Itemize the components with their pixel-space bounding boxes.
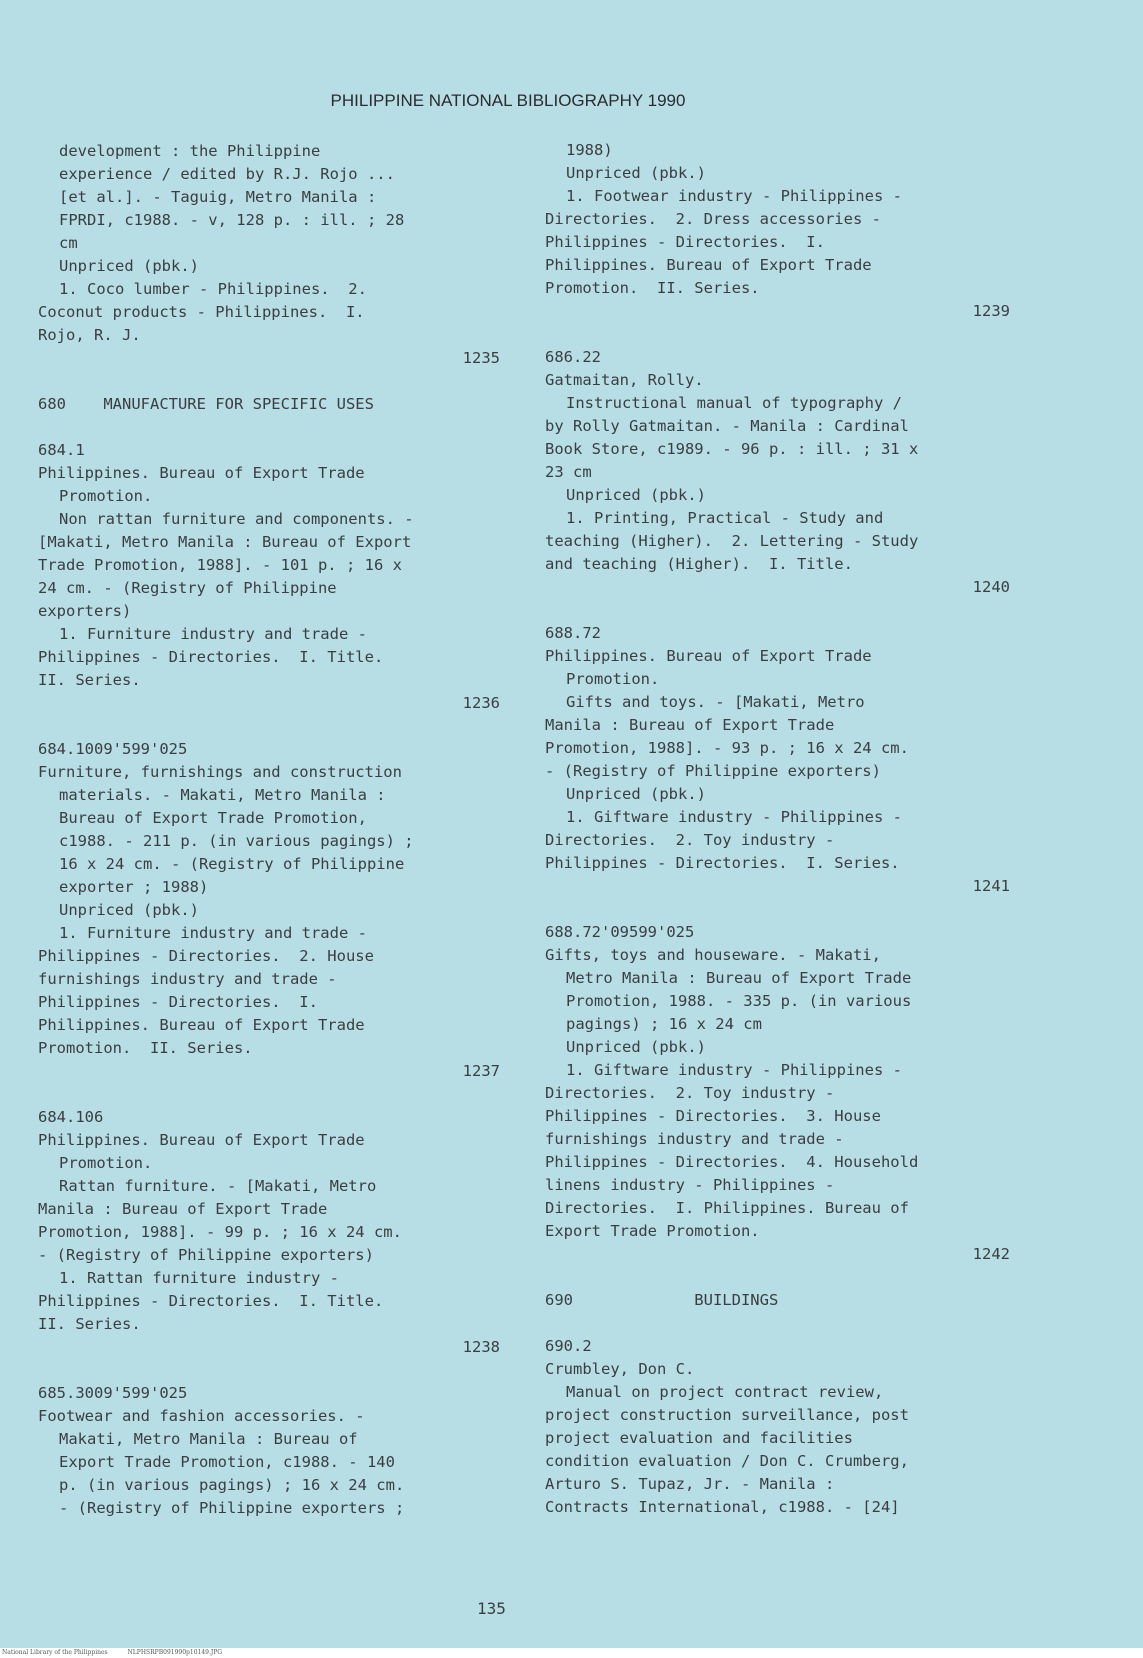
text-line: Manila : Bureau of Export Trade: [38, 1200, 328, 1218]
text-line: Furniture, furnishings and construction: [38, 763, 402, 781]
text-line: Gifts, toys and houseware. - Makati,: [545, 946, 881, 964]
text-line: Philippines - Directories. I. Series.: [545, 854, 900, 872]
text-line: Promotion.: [59, 487, 153, 505]
text-line: Philippines. Bureau of Export Trade: [545, 256, 872, 274]
text-line: 1. Coco lumber - Philippines. 2.: [59, 280, 367, 298]
text-line: Directories. 2. Toy industry -: [545, 1084, 835, 1102]
text-line: 684.1: [38, 441, 85, 459]
text-line: [Makati, Metro Manila : Bureau of Export: [38, 533, 412, 551]
text-line: Arturo S. Tupaz, Jr. - Manila :: [545, 1475, 835, 1493]
text-line: - (Registry of Philippine exporters): [545, 762, 881, 780]
text-line: - (Registry of Philippine exporters): [38, 1246, 374, 1264]
text-line: Promotion, 1988. - 335 p. (in various: [566, 992, 912, 1010]
text-line: project construction surveillance, post: [545, 1406, 909, 1424]
text-line: - (Registry of Philippine exporters ;: [59, 1499, 405, 1517]
text-line: Unpriced (pbk.): [59, 901, 199, 919]
spacer: [545, 599, 1015, 622]
text-line: 16 x 24 cm. - (Registry of Philippine: [59, 855, 405, 873]
text-line: Export Trade Promotion, c1988. - 140: [59, 1453, 395, 1471]
text-line: 685.3009'599'025: [38, 1384, 188, 1402]
entry-number: 1236: [462, 694, 500, 712]
text-line: Philippines - Directories. I. Title.: [38, 648, 384, 666]
text-line: 1. Giftware industry - Philippines -: [566, 808, 902, 826]
text-line: Manual on project contract review,: [566, 1383, 884, 1401]
text-line: p. (in various pagings) ; 16 x 24 cm.: [59, 1476, 405, 1494]
text-line: Philippines. Bureau of Export Trade: [38, 1016, 365, 1034]
footer: [0, 1648, 1143, 1658]
right-column: [545, 139, 1015, 1519]
text-line: Directories. I. Philippines. Bureau of: [545, 1199, 909, 1217]
text-line: Promotion, 1988]. - 99 p. ; 16 x 24 cm.: [38, 1223, 402, 1241]
text-line: Philippines - Directories. 2. House: [38, 947, 374, 965]
text-line: Bureau of Export Trade Promotion,: [59, 809, 367, 827]
text-line: Philippines. Bureau of Export Trade: [38, 1131, 365, 1149]
text-line: pagings) ; 16 x 24 cm: [566, 1015, 762, 1033]
text-line: exporters): [38, 602, 132, 620]
text-line: Directories. 2. Toy industry -: [545, 831, 835, 849]
spacer: [545, 1312, 1015, 1335]
text-line: furnishings industry and trade -: [545, 1130, 844, 1148]
text-line: 23 cm: [545, 463, 592, 481]
text-line: project evaluation and facilities: [545, 1429, 853, 1447]
text-line: 1. Furniture industry and trade -: [59, 924, 367, 942]
text-line: Gatmaitan, Rolly.: [545, 371, 704, 389]
text-line: Contracts International, c1988. - [24]: [545, 1498, 900, 1516]
entry-number: 1241: [972, 877, 1010, 895]
text-line: Directories. 2. Dress accessories -: [545, 210, 881, 228]
spacer: [545, 323, 1015, 346]
text-line: Gifts and toys. - [Makati, Metro: [566, 693, 865, 711]
left-column: [38, 140, 508, 1520]
spacer: [38, 1359, 508, 1382]
text-line: Philippines - Directories. 3. House: [545, 1107, 881, 1125]
text-line: Unpriced (pbk.): [566, 785, 706, 803]
text-line: linens industry - Philippines -: [545, 1176, 835, 1194]
text-line: 680 MANUFACTURE FOR SPECIFIC USES: [38, 395, 374, 413]
spacer: [38, 1083, 508, 1106]
text-line: Promotion.: [566, 670, 660, 688]
text-line: [et al.]. - Taguig, Metro Manila :: [59, 188, 377, 206]
text-line: 688.72: [545, 624, 601, 642]
text-line: 684.106: [38, 1108, 104, 1126]
text-line: 1. Furniture industry and trade -: [59, 625, 367, 643]
text-line: cm: [59, 234, 78, 252]
text-line: 1. Printing, Practical - Study and: [566, 509, 884, 527]
text-line: condition evaluation / Don C. Crumberg,: [545, 1452, 909, 1470]
text-line: Promotion. II. Series.: [38, 1039, 253, 1057]
text-line: Unpriced (pbk.): [566, 164, 706, 182]
text-line: Unpriced (pbk.): [566, 1038, 706, 1056]
text-line: Rojo, R. J.: [38, 326, 141, 344]
text-line: FPRDI, c1988. - v, 128 p. : ill. ; 28: [59, 211, 405, 229]
text-line: materials. - Makati, Metro Manila :: [59, 786, 386, 804]
text-line: Rattan furniture. - [Makati, Metro: [59, 1177, 377, 1195]
text-line: 684.1009'599'025: [38, 740, 188, 758]
text-line: c1988. - 211 p. (in various pagings) ;: [59, 832, 414, 850]
footer-file-id: NLPHSRPB091990p10149.JPG: [127, 1649, 223, 1656]
text-line: by Rolly Gatmaitan. - Manila : Cardinal: [545, 417, 909, 435]
spacer: [545, 1266, 1015, 1289]
text-line: and teaching (Higher). I. Title.: [545, 555, 853, 573]
text-line: Non rattan furniture and components. -: [59, 510, 414, 528]
text-line: II. Series.: [38, 671, 141, 689]
text-line: 690.2: [545, 1337, 592, 1355]
text-line: 1. Rattan furniture industry -: [59, 1269, 339, 1287]
text-line: Trade Promotion, 1988]. - 101 p. ; 16 x: [38, 556, 402, 574]
text-line: Coconut products - Philippines. I.: [38, 303, 365, 321]
spacer: [38, 370, 508, 393]
text-line: Promotion, 1988]. - 93 p. ; 16 x 24 cm.: [545, 739, 909, 757]
entry-number: 1239: [972, 302, 1010, 320]
text-line: Philippines - Directories. I.: [545, 233, 825, 251]
text-line: Philippines - Directories. I. Title.: [38, 1292, 384, 1310]
text-line: 24 cm. - (Registry of Philippine: [38, 579, 337, 597]
text-line: II. Series.: [38, 1315, 141, 1333]
entry-number: 1242: [972, 1245, 1010, 1263]
entry-number: 1240: [972, 578, 1010, 596]
text-line: Book Store, c1989. - 96 p. : ill. ; 31 x: [545, 440, 919, 458]
text-line: Manila : Bureau of Export Trade: [545, 716, 835, 734]
text-line: Crumbley, Don C.: [545, 1360, 695, 1378]
text-line: Philippines - Directories. 4. Household: [545, 1153, 919, 1171]
text-line: teaching (Higher). 2. Lettering - Study: [545, 532, 919, 550]
text-line: 1. Giftware industry - Philippines -: [566, 1061, 902, 1079]
entry-number: 1237: [462, 1062, 500, 1080]
text-line: Metro Manila : Bureau of Export Trade: [566, 969, 912, 987]
text-line: Unpriced (pbk.): [566, 486, 706, 504]
text-line: 686.22: [545, 348, 601, 366]
text-line: 690 BUILDINGS: [545, 1291, 779, 1309]
text-line: Footwear and fashion accessories. -: [38, 1407, 365, 1425]
footer-library: National Library of the Philippines: [2, 1649, 108, 1656]
text-line: Instructional manual of typography /: [566, 394, 902, 412]
text-line: Makati, Metro Manila : Bureau of: [59, 1430, 358, 1448]
text-line: Export Trade Promotion.: [545, 1222, 760, 1240]
text-line: Philippines. Bureau of Export Trade: [38, 464, 365, 482]
text-line: Promotion.: [59, 1154, 153, 1172]
text-line: development : the Philippine: [59, 142, 321, 160]
text-line: furnishings industry and trade -: [38, 970, 337, 988]
entry-number: 1235: [462, 349, 500, 367]
text-line: Philippines - Directories. I.: [38, 993, 318, 1011]
text-line: experience / edited by R.J. Rojo ...: [59, 165, 395, 183]
page-title: PHILIPPINE NATIONAL BIBLIOGRAPHY 1990: [330, 91, 686, 110]
page-number: 135: [477, 1599, 506, 1618]
entry-number: 1238: [462, 1338, 500, 1356]
text-line: 1988): [566, 141, 613, 159]
text-line: Philippines. Bureau of Export Trade: [545, 647, 872, 665]
text-line: Unpriced (pbk.): [59, 257, 199, 275]
spacer: [38, 416, 508, 439]
spacer: [545, 898, 1015, 921]
text-line: 1. Footwear industry - Philippines -: [566, 187, 902, 205]
text-line: Promotion. II. Series.: [545, 279, 760, 297]
text-line: exporter ; 1988): [59, 878, 209, 896]
spacer: [38, 715, 508, 738]
text-line: 688.72'09599'025: [545, 923, 695, 941]
